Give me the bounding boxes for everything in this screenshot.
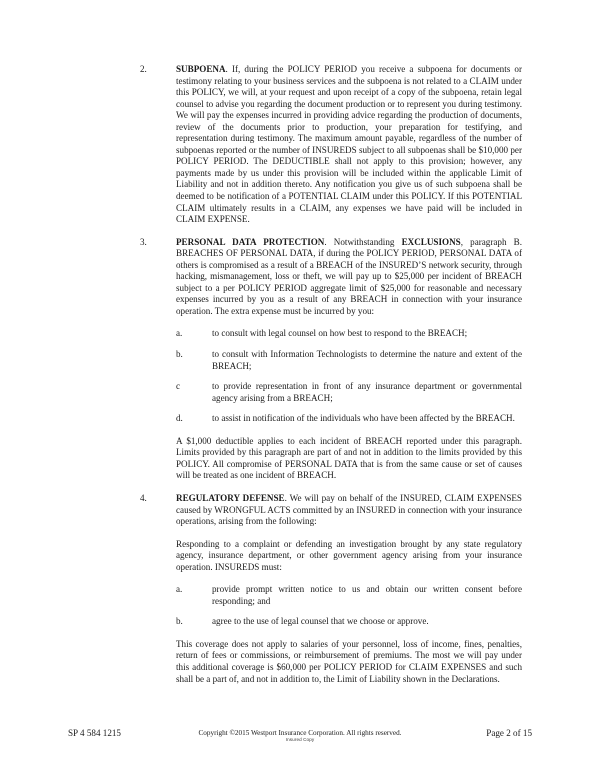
list-item	[176, 381, 522, 404]
document-body	[140, 64, 522, 685]
clause-2-heading: SUBPOENA	[176, 64, 226, 74]
list-item-letter: b.	[176, 349, 183, 360]
clause-2-body	[176, 64, 522, 226]
list-item	[176, 616, 522, 628]
list-item-letter: a.	[176, 328, 183, 339]
list-item-text: to provide representation in front of any insurance department or governmental agency arising from a BREACH;	[212, 381, 522, 403]
list-item	[176, 584, 522, 607]
clause-4	[140, 493, 522, 685]
clause-3-heading: PERSONAL DATA PROTECTION	[176, 236, 325, 247]
footer-page-number: Page 2 of 15	[486, 728, 532, 738]
clause-4-subitems	[176, 584, 522, 628]
clause-4-number: 4.	[140, 492, 147, 503]
list-item-letter: b.	[176, 616, 183, 627]
clause-3-number: 3.	[140, 236, 147, 247]
clause-2-text: . If, during the POLICY PERIOD you receive a subpoena for documents or testimony relating to your business services and the subpoena is not related to a CLAIM under this POLICY, we will, at your request and upon receipt of a copy of the subpoena, retain legal counsel to advise you regarding the document production or to represent you during testimony. We will pay the expenses incurred in providing advice regarding the production of documents, review of the documents prior to production, your preparation for testifying, and representation during testimony. The maximum amount payable, regardless of the number of subpoenas reported or the number of INSUREDS subject to all subpoenas shall be $10,000 per POLICY PERIOD. The DEDUCTIBLE shall not apply to this provision; however, any payments made by us under this provision will be included within the applicable Limit of Liability and not in addition thereto. Any notification you give us of such subpoena shall be deemed to be notification of a POTENTIAL CLAIM under this POLICY. If this POTENTIAL CLAIM ultimately results in a CLAIM, any expenses we have paid will be included in CLAIM EXPENSE.	[176, 64, 522, 225]
list-item	[176, 328, 522, 340]
clause-4-closing-paragraph: This coverage does not apply to salaries of your personnel, loss of income, fines, penalties, return of fees or commissions, or reimbursement of premiums. The most we will pay under this additional coverage is $60,000 per POLICY PERIOD for CLAIM EXPENSES and such shall be a part of, and not in addition to, the Limit of Liability shown in the Declarations.	[176, 638, 522, 684]
clause-3	[140, 237, 522, 318]
list-item-text: to assist in notification of the individuals who have been affected by the BREACH.	[212, 413, 515, 424]
clause-3-text-pre: . Notwithstanding	[324, 236, 402, 247]
list-item-text: provide prompt written notice to us and obtain our written consent before responding; and	[212, 584, 522, 606]
list-item	[176, 413, 522, 425]
footer-copyright: Copyright ©2015 Westport Insurance Corporation. All rights reserved.	[198, 729, 402, 737]
page-footer	[0, 728, 600, 754]
clause-3-subitems	[176, 328, 522, 424]
list-item-text: to consult with Information Technologists to determine the nature and extent of the BREACH;	[212, 349, 522, 371]
clause-4-paragraph-2: Responding to a complaint or defending an investigation brought by any state regulatory agency, insurance department, or other government agency arising from your insurance operation. INSUREDS must:	[176, 538, 522, 572]
footer-form-number: SP 4 584 1215	[68, 728, 121, 738]
clause-2-number: 2.	[140, 64, 147, 74]
list-item	[176, 349, 522, 372]
clause-4-heading: REGULATORY DEFENSE	[176, 492, 285, 503]
list-item-letter: d.	[176, 413, 183, 424]
clause-4-body	[176, 493, 522, 528]
clause-3-heading-exclusions: EXCLUSIONS	[401, 236, 461, 247]
list-item-letter: a.	[176, 584, 183, 595]
list-item-text: to consult with legal counsel on how best to respond to the BREACH;	[212, 328, 468, 339]
footer-insured-copy-watermark: Insured Copy	[285, 737, 315, 742]
clause-4-text: . We will pay on behalf of the INSURED, CLAIM EXPENSES caused by WRONGFUL ACTS committed by an INSURED in connection with your insurance operations, arising from the following:	[176, 492, 522, 527]
clause-2	[140, 64, 522, 226]
list-item-letter: c	[176, 381, 181, 392]
clause-3-subitems-wrap	[140, 328, 522, 481]
clause-3-body	[176, 237, 522, 318]
clause-3-closing-paragraph: A $1,000 deductible applies to each incident of BREACH reported under this paragraph. Limits provided by this paragraph are part of and not in addition to the limits provided by this POLICY. All compromise of PERSONAL DATA that is from the same cause or set of causes will be treated as one incident of BREACH.	[176, 435, 522, 481]
list-item-text: agree to the use of legal counsel that we choose or approve.	[212, 616, 429, 627]
clause-3-text: , paragraph B. BREACHES OF PERSONAL DATA, if during the POLICY PERIOD, PERSONAL DATA of others is compromised as a result of a BREACH of the INSURED’S network security, through hacking, mismanagement, loss or theft, we will pay up to $25,000 per incident of BREACH subject to a per POLICY PERIOD aggregate limit of $25,000 for reasonable and necessary expenses incurred by you as a result of any BREACH in connection with your insurance operation. The extra expense must be incurred by you:	[176, 236, 522, 316]
